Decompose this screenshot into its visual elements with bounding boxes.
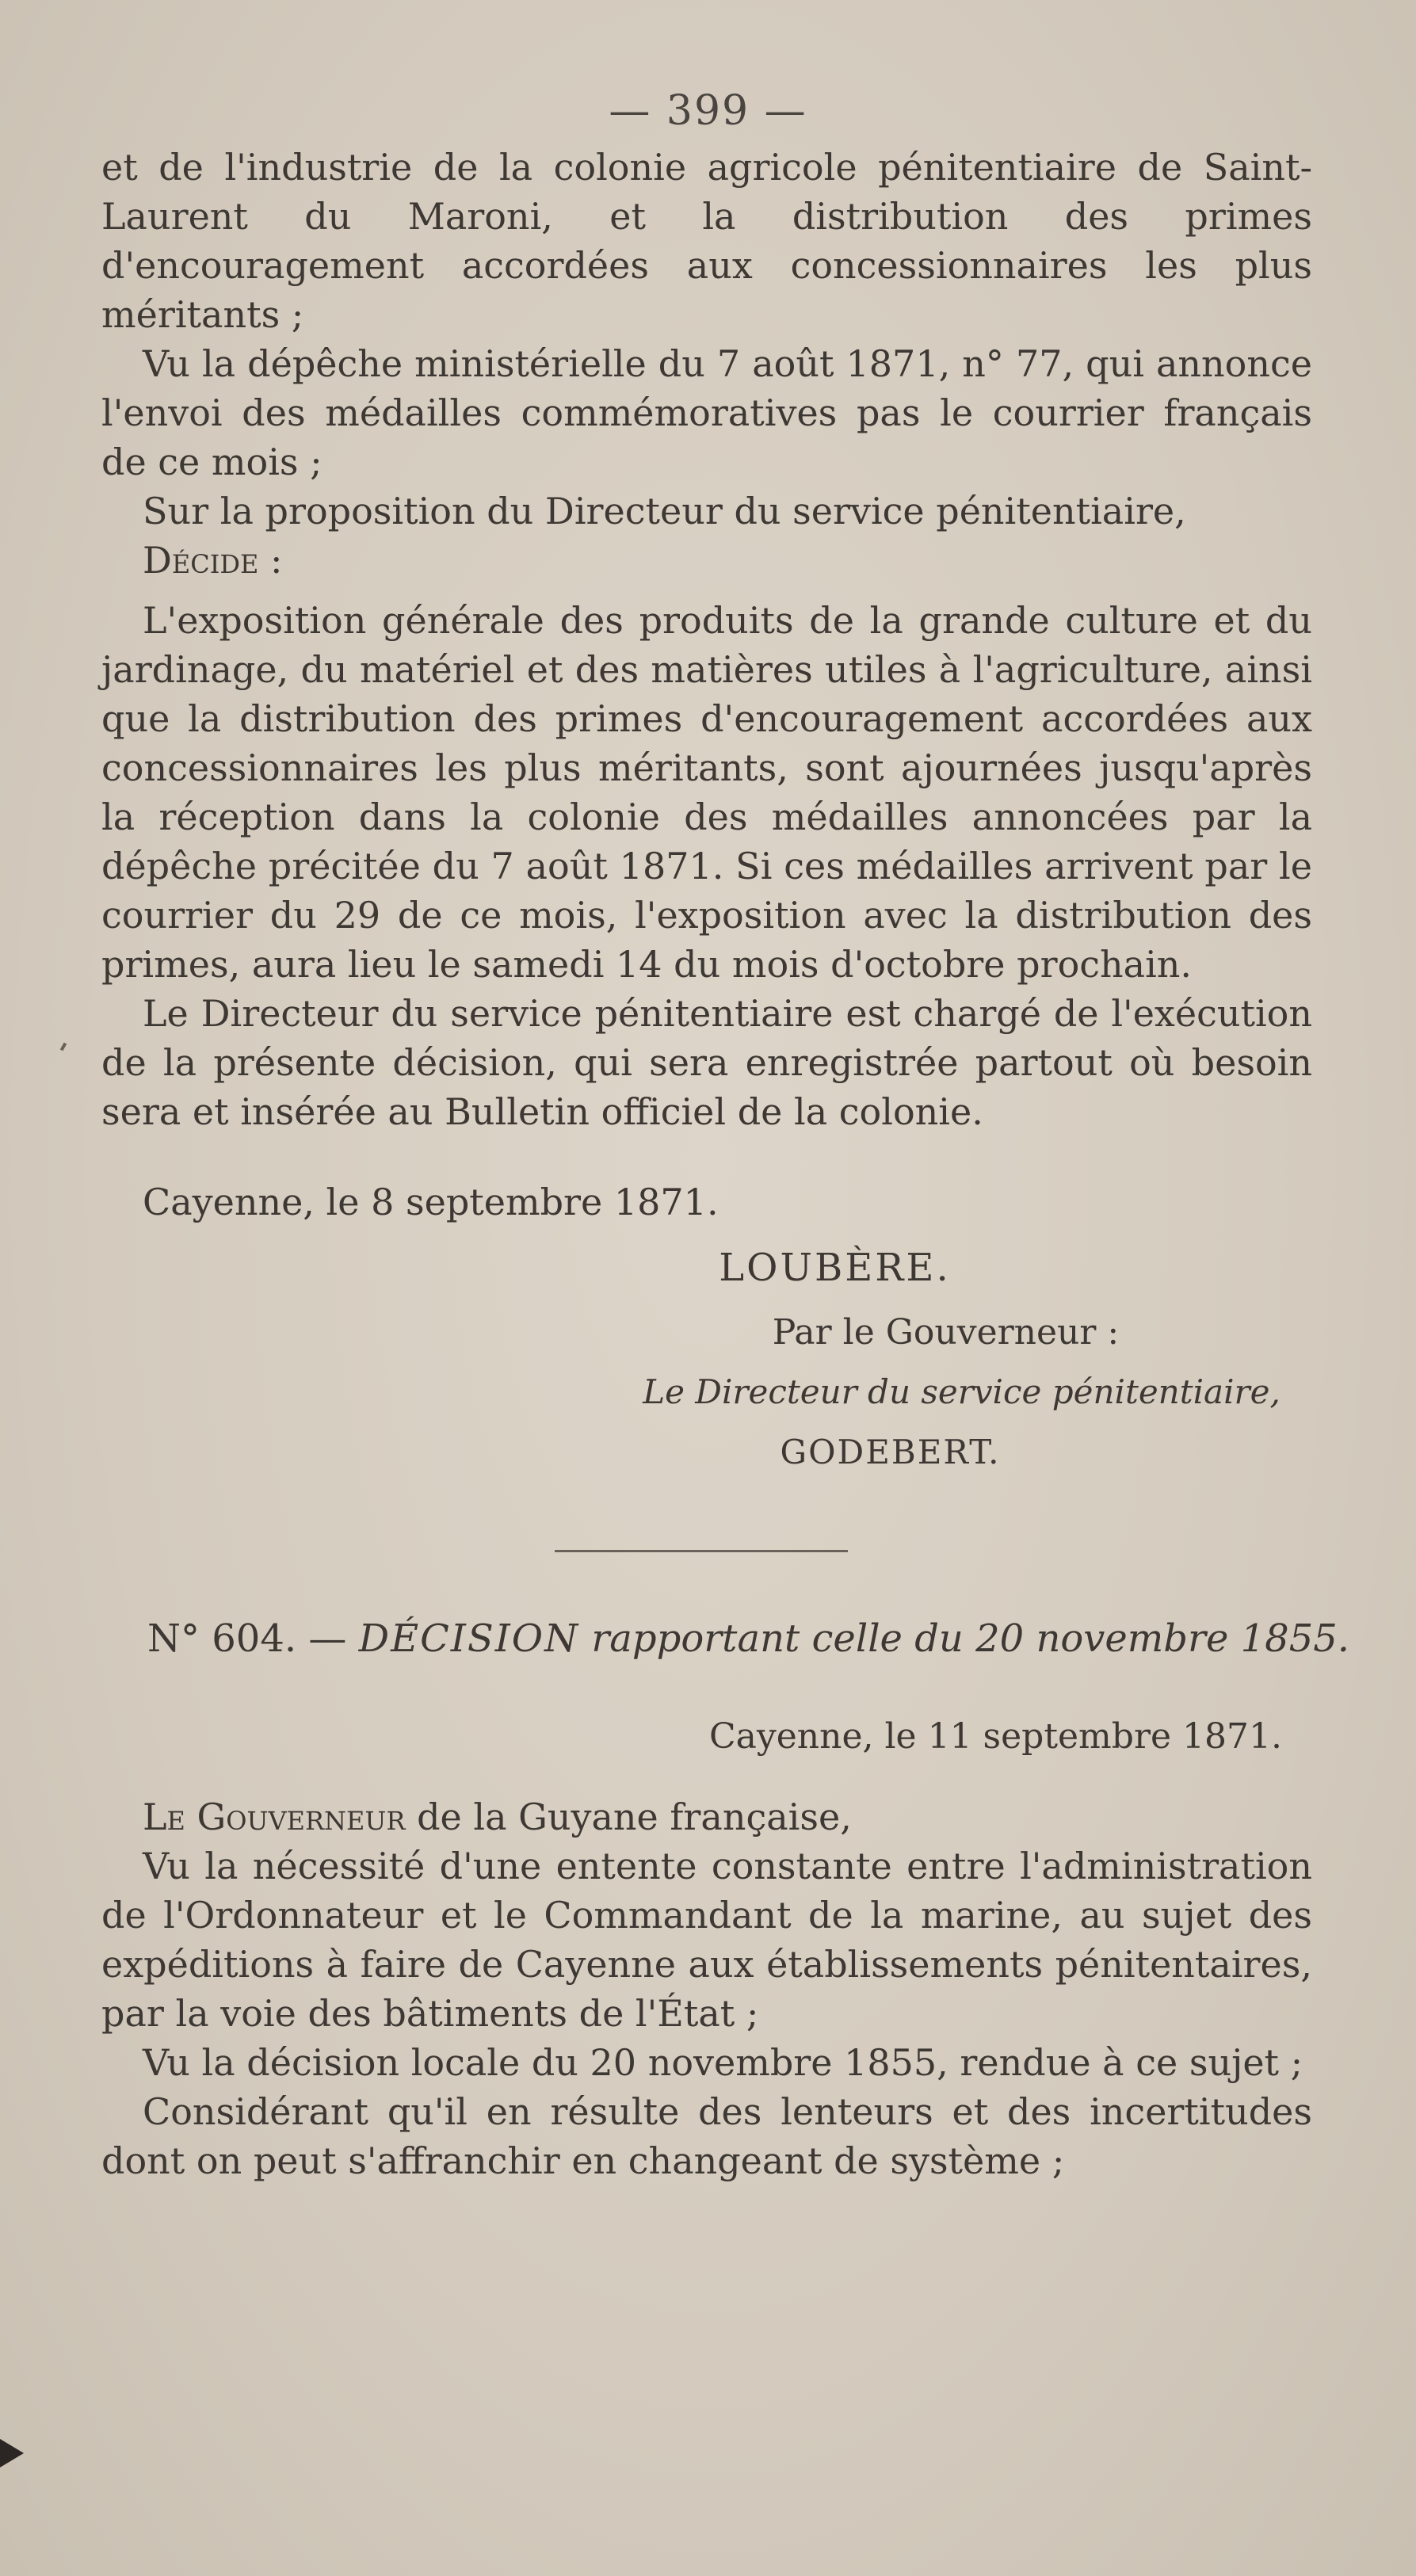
gouverneur-caps: Le Gouverneur [143, 1796, 406, 1838]
signature-par: Par le Gouverneur : [772, 1312, 1120, 1353]
decision-heading [147, 1616, 1349, 1661]
ink-speck [60, 1043, 67, 1051]
arrow-marker-icon [0, 2439, 24, 2467]
paragraph-continuation: et de l'industrie de la colonie agricole pénitentiaire de Saint-Laurent du Maroni, et la distribution des primes d'encouragement accordées aux concessionnaires les plus méritants ; [101, 146, 1312, 336]
gouverneur-rest: de la Guyane française, [405, 1796, 852, 1838]
text-block-decision [101, 596, 1312, 1136]
date-line-1: Cayenne, le 8 septembre 1871. [143, 1181, 719, 1223]
paragraph-execution: Le Directeur du service pénitentiaire est chargé de l'exécution de la présente décision, qui sera enregistrée partout où besoin sera et insérée au Bulletin officiel de la colonie. [101, 992, 1312, 1133]
paragraph-sur-proposition: Sur la proposition du Directeur du service pénitentiaire, [143, 490, 1186, 532]
decide-heading: Décide : [143, 539, 283, 582]
signature-role: Le Directeur du service pénitentiaire, [643, 1372, 1281, 1411]
paragraph-considerant: Considérant qu'il en résulte des lenteurs et des incertitudes dont on peut s'affranchir en changeant de système ; [101, 2090, 1312, 2182]
decision-title: DÉCISION [358, 1616, 580, 1661]
paragraph-vu-depeche: Vu la dépêche ministérielle du 7 août 1871, n° 77, qui annonce l'envoi des médailles commémoratives pas le courrier français de ce mois ; [101, 342, 1312, 483]
text-block-preamble [101, 1792, 1312, 2185]
page-number: — 399 — [609, 87, 807, 135]
date-line-2: Cayenne, le 11 septembre 1871. [709, 1716, 1282, 1757]
decision-number: N° 604. — [147, 1616, 359, 1661]
paragraph-gouverneur [101, 1792, 1312, 1841]
paragraph-exposition: L'exposition générale des produits de la grande culture et du jardinage, du matériel et des matières utiles à l'agriculture, ainsi que la distribution des primes d'encouragement accordées aux concessionnaires les plus méritants, sont ajournées jusqu'après la réception dans la colonie des médailles annoncées par la dépêche précitée du 7 août 1871. Si ces médailles arrivent par le courrier du 29 de ce mois, l'exposition avec la distribution des primes, aura lieu le samedi 14 du mois d'octobre prochain. [101, 599, 1312, 986]
text-block-intro [101, 143, 1312, 536]
signature-name-2: GODEBERT. [780, 1433, 1001, 1471]
paragraph-vu-necessite: Vu la nécessité d'une entente constante entre l'administration de l'Ordonnateur et le Commandant de la marine, au sujet des expéditions à faire de Cayenne aux établissements pénitentaires, par la voie des bâtiments de l'État ; [101, 1845, 1312, 2035]
decision-subject: rapportant celle du 20 novembre 1855. [579, 1616, 1350, 1661]
signature-name: LOUBÈRE. [719, 1246, 951, 1290]
section-divider [555, 1550, 848, 1552]
paragraph-vu-decision: Vu la décision locale du 20 novembre 1855, rendue à ce sujet ; [143, 2041, 1303, 2084]
